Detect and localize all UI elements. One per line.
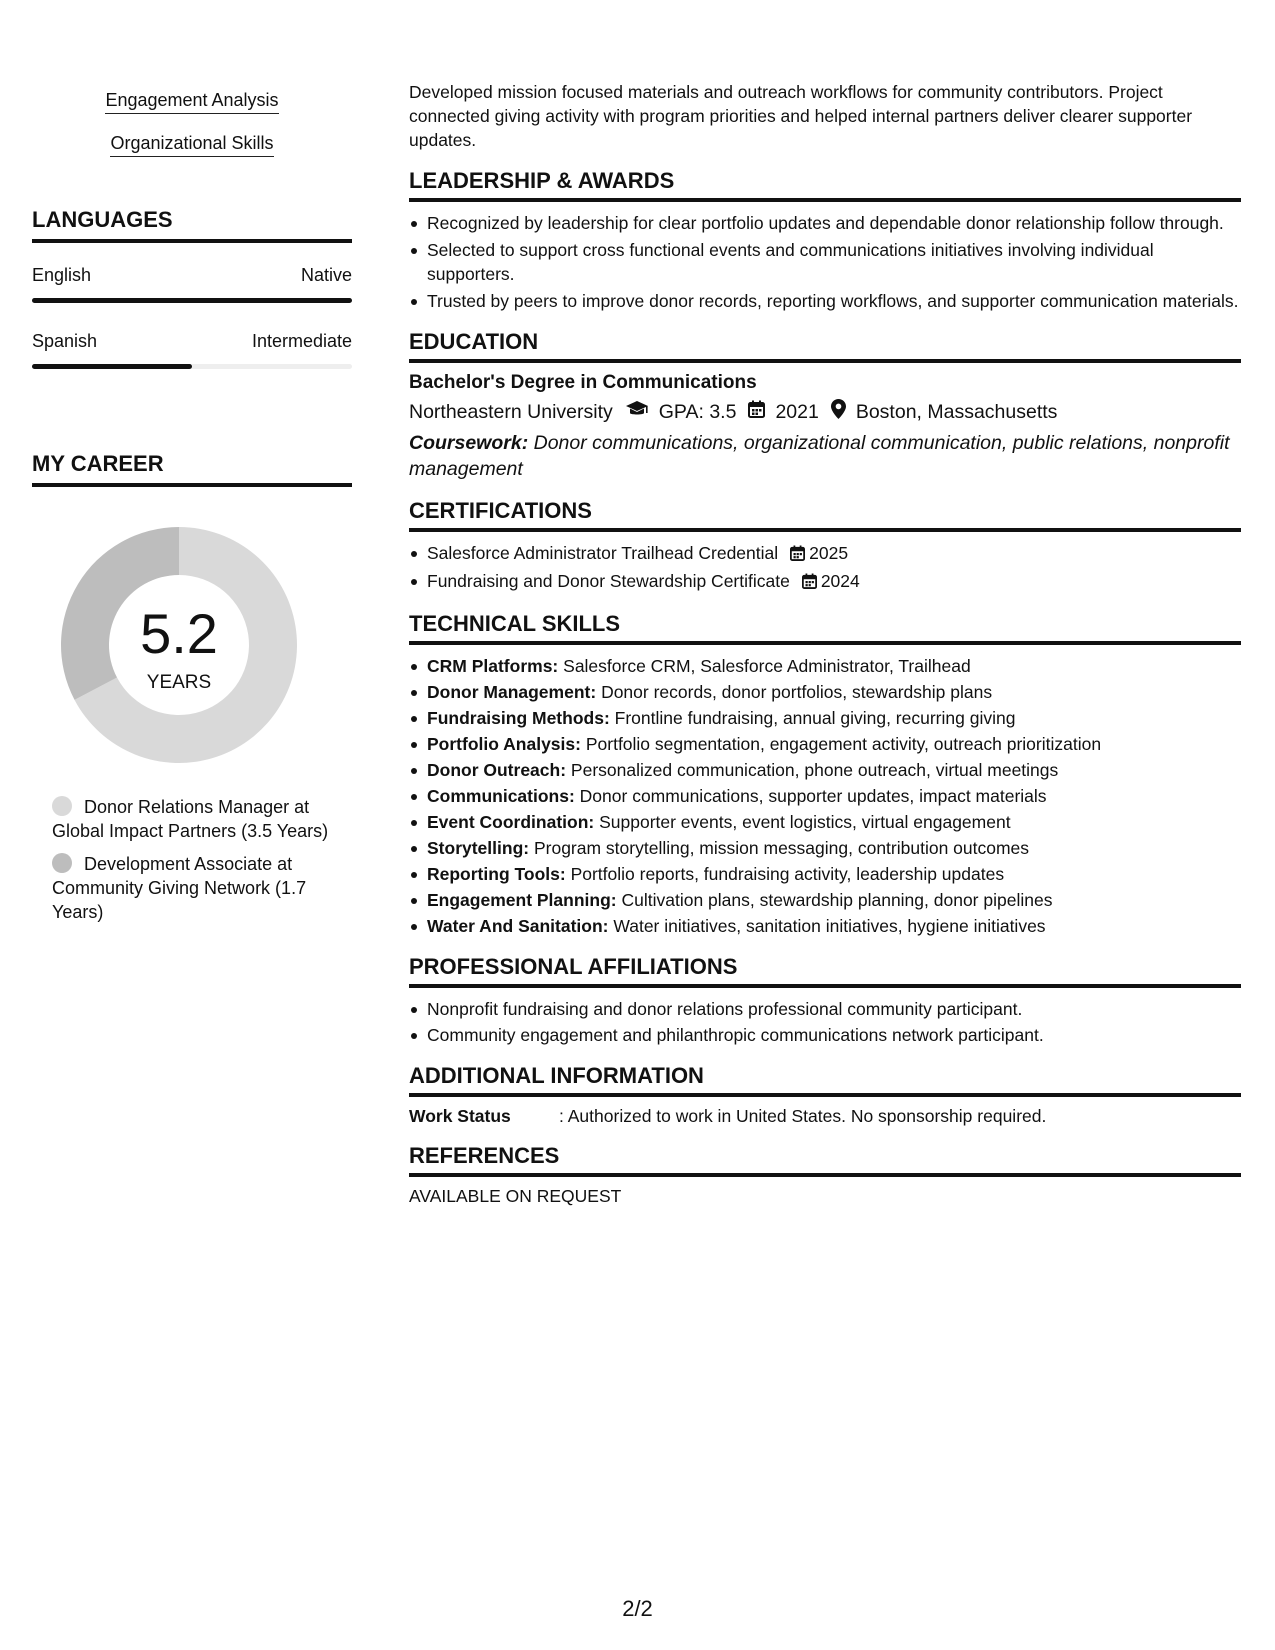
skill-item: Event Coordination: Supporter events, event logistics, virtual engagement (409, 810, 1241, 834)
career-total: 5.2 (140, 602, 218, 665)
skill-item: Storytelling: Program storytelling, mission messaging, contribution outcomes (409, 836, 1241, 860)
education-heading: EDUCATION (409, 329, 1241, 363)
education-gpa: GPA: 3.5 (658, 400, 737, 423)
education-year: 2021 (775, 400, 819, 423)
career-unit: YEARS (146, 672, 212, 693)
list-item: Selected to support cross functional events and communications initiatives involving individual supporters. (409, 238, 1241, 286)
work-status-label: Work Status (409, 1106, 511, 1126)
certification-item: Fundraising and Donor Stewardship Certificate 2024 (409, 569, 1241, 595)
list-item: Trusted by peers to improve donor records, reporting workflows, and supporter communication materials. (409, 289, 1241, 313)
languages-heading: LANGUAGES (32, 207, 352, 243)
language-level: Native (300, 265, 352, 285)
legend-dot-icon (52, 853, 72, 873)
skill-item: Reporting Tools: Portfolio reports, fundraising activity, leadership updates (409, 862, 1241, 886)
calendar-icon (748, 400, 765, 424)
language-bar (32, 364, 352, 369)
career-item: Donor Relations Manager at Global Impact Partners (3.5 Years) (52, 797, 329, 841)
technical-skills-heading: TECHNICAL SKILLS (409, 611, 1241, 645)
language-name: English (32, 265, 92, 285)
language-bar-fill (32, 364, 192, 369)
skill-item: Donor Outreach: Personalized communication, phone outreach, virtual meetings (409, 758, 1241, 782)
additional-info-heading: ADDITIONAL INFORMATION (409, 1063, 1241, 1097)
skill-item: Water And Sanitation: Water initiatives, sanitation initiatives, hygiene initiatives (409, 914, 1241, 938)
calendar-icon (790, 543, 805, 567)
certification-item: Salesforce Administrator Trailhead Credential 2025 (409, 541, 1241, 567)
sidebar (32, 80, 352, 933)
education-school: Northeastern University (409, 400, 613, 423)
career-heading: MY CAREER (32, 451, 352, 487)
language-row (32, 331, 352, 352)
skill-item: Communications: Donor communications, supporter updates, impact materials (409, 784, 1241, 808)
technical-skills-list (409, 654, 1241, 938)
work-status-row (409, 1106, 1241, 1127)
language-row (32, 265, 352, 286)
list-item: Community engagement and philanthropic communications network participant. (409, 1023, 1241, 1047)
language-bar (32, 298, 352, 303)
coursework-label: Coursework: (409, 432, 529, 454)
language-level: Intermediate (251, 331, 352, 351)
career-donut-chart (54, 520, 304, 770)
skill-item: Fundraising Methods: Frontline fundraising, annual giving, recurring giving (409, 706, 1241, 730)
calendar-icon (802, 571, 817, 595)
career-list (52, 795, 337, 924)
education-coursework (409, 430, 1241, 482)
certifications-heading: CERTIFICATIONS (409, 498, 1241, 532)
career-item: Development Associate at Community Giving Network (1.7 Years) (52, 854, 307, 922)
language-bar-fill (32, 298, 352, 303)
page-number: 2/2 (622, 1596, 653, 1621)
affiliations-heading: PROFESSIONAL AFFILIATIONS (409, 954, 1241, 988)
skill-item: CRM Platforms: Salesforce CRM, Salesforce Administrator, Trailhead (409, 654, 1241, 678)
language-name: Spanish (32, 331, 98, 351)
skill-item: Portfolio Analysis: Portfolio segmentation, engagement activity, outreach prioritization (409, 732, 1241, 756)
project-description: Developed mission focused materials and outreach workflows for community contributors. Project connected giving activity with program priorities and helped internal partners deliver clearer supporter updates. (409, 82, 1193, 150)
legend-dot-icon (52, 796, 72, 816)
affiliations-list (409, 997, 1241, 1047)
skill-item: Engagement Planning: Cultivation plans, stewardship planning, donor pipelines (409, 888, 1241, 912)
references-heading: REFERENCES (409, 1143, 1241, 1177)
main-content (409, 80, 1241, 1207)
list-item: Recognized by leadership for clear portfolio updates and dependable donor relationship follow through. (409, 211, 1241, 235)
education-location: Boston, Massachusetts (855, 400, 1058, 423)
certifications-list (409, 541, 1241, 595)
leadership-heading: LEADERSHIP & AWARDS (409, 168, 1241, 202)
graduation-cap-icon (625, 400, 649, 424)
list-item: Nonprofit fundraising and donor relations professional community participant. (409, 997, 1241, 1021)
skill-tag: Organizational Skills (32, 133, 352, 157)
references-text: AVAILABLE ON REQUEST (409, 1186, 622, 1206)
work-status-value: : Authorized to work in United States. No sponsorship required. (559, 1106, 1047, 1126)
coursework-text: Donor communications, organizational communication, public relations, nonprofit management (409, 432, 1230, 480)
education-degree: Bachelor's Degree in Communications (409, 372, 757, 393)
map-pin-icon (831, 399, 846, 425)
education-meta (409, 399, 1241, 425)
skill-item: Donor Management: Donor records, donor portfolios, stewardship plans (409, 680, 1241, 704)
leadership-list (409, 211, 1241, 313)
skill-tag: Engagement Analysis (32, 90, 352, 114)
